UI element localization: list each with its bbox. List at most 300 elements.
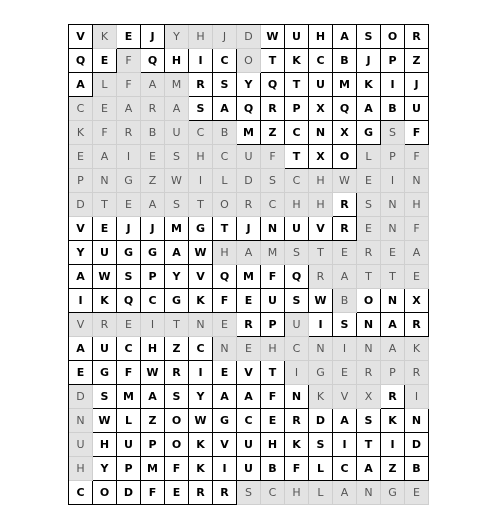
letter-cell[interactable]: C <box>237 409 261 433</box>
letter-cell[interactable]: H <box>285 193 309 217</box>
letter-cell[interactable]: A <box>333 409 357 433</box>
letter-cell[interactable]: N <box>405 169 429 193</box>
letter-cell[interactable]: N <box>213 337 237 361</box>
letter-cell[interactable]: Z <box>381 457 405 481</box>
letter-cell[interactable]: G <box>165 289 189 313</box>
letter-cell[interactable]: E <box>405 481 429 505</box>
letter-cell[interactable]: S <box>261 169 285 193</box>
letter-cell[interactable]: E <box>333 361 357 385</box>
letter-cell[interactable]: O <box>333 145 357 169</box>
letter-cell[interactable]: E <box>117 313 141 337</box>
letter-cell[interactable]: F <box>165 457 189 481</box>
letter-cell[interactable]: N <box>69 409 93 433</box>
letter-cell[interactable]: Q <box>213 265 237 289</box>
letter-cell[interactable]: S <box>333 313 357 337</box>
letter-cell[interactable]: E <box>93 217 117 241</box>
letter-cell[interactable]: W <box>141 361 165 385</box>
letter-cell[interactable]: W <box>93 409 117 433</box>
letter-cell[interactable]: U <box>69 433 93 457</box>
letter-cell[interactable]: F <box>405 121 429 145</box>
letter-cell[interactable]: A <box>213 97 237 121</box>
letter-cell[interactable]: J <box>141 25 165 49</box>
letter-cell[interactable]: J <box>405 73 429 97</box>
letter-cell[interactable]: K <box>285 49 309 73</box>
letter-cell[interactable]: P <box>381 49 405 73</box>
letter-cell[interactable]: Q <box>141 49 165 73</box>
letter-cell[interactable]: C <box>189 337 213 361</box>
letter-cell[interactable]: M <box>237 265 261 289</box>
letter-cell[interactable]: I <box>381 73 405 97</box>
letter-cell[interactable]: W <box>165 169 189 193</box>
letter-cell[interactable]: B <box>333 49 357 73</box>
letter-cell[interactable]: R <box>117 121 141 145</box>
letter-cell[interactable]: E <box>333 241 357 265</box>
letter-cell[interactable]: O <box>381 25 405 49</box>
letter-cell[interactable]: E <box>261 409 285 433</box>
letter-cell[interactable]: M <box>237 121 261 145</box>
letter-cell[interactable]: Q <box>117 289 141 313</box>
letter-cell[interactable]: S <box>165 145 189 169</box>
letter-cell[interactable]: F <box>117 361 141 385</box>
letter-cell[interactable]: E <box>405 265 429 289</box>
letter-cell[interactable]: E <box>357 217 381 241</box>
letter-cell[interactable]: K <box>285 433 309 457</box>
letter-cell[interactable]: Z <box>405 49 429 73</box>
letter-cell[interactable]: A <box>357 457 381 481</box>
letter-cell[interactable]: A <box>405 241 429 265</box>
letter-cell[interactable]: N <box>189 313 213 337</box>
letter-cell[interactable]: I <box>405 385 429 409</box>
letter-cell[interactable]: R <box>333 217 357 241</box>
letter-cell[interactable]: K <box>189 433 213 457</box>
letter-cell[interactable]: I <box>309 313 333 337</box>
letter-cell[interactable]: H <box>309 169 333 193</box>
letter-cell[interactable]: Z <box>165 337 189 361</box>
letter-cell[interactable]: W <box>309 289 333 313</box>
letter-cell[interactable]: U <box>237 145 261 169</box>
letter-cell[interactable]: C <box>117 337 141 361</box>
letter-cell[interactable]: U <box>237 457 261 481</box>
letter-cell[interactable]: S <box>357 25 381 49</box>
letter-cell[interactable]: S <box>285 241 309 265</box>
letter-cell[interactable]: P <box>69 169 93 193</box>
letter-cell[interactable]: H <box>141 337 165 361</box>
letter-cell[interactable]: U <box>117 433 141 457</box>
letter-cell[interactable]: R <box>309 265 333 289</box>
letter-cell[interactable]: P <box>261 313 285 337</box>
letter-cell[interactable]: C <box>189 121 213 145</box>
letter-cell[interactable]: M <box>141 457 165 481</box>
letter-cell[interactable]: Z <box>141 409 165 433</box>
letter-cell[interactable]: P <box>285 97 309 121</box>
letter-cell[interactable]: V <box>69 25 93 49</box>
letter-cell[interactable]: X <box>405 289 429 313</box>
letter-cell[interactable]: R <box>141 97 165 121</box>
letter-cell[interactable]: S <box>213 73 237 97</box>
letter-cell[interactable]: R <box>405 361 429 385</box>
letter-cell[interactable]: K <box>93 25 117 49</box>
letter-cell[interactable]: I <box>117 145 141 169</box>
letter-cell[interactable]: S <box>117 265 141 289</box>
letter-cell[interactable]: T <box>93 193 117 217</box>
letter-cell[interactable]: U <box>261 289 285 313</box>
letter-cell[interactable]: U <box>165 121 189 145</box>
letter-cell[interactable]: K <box>189 457 213 481</box>
letter-cell[interactable]: K <box>69 121 93 145</box>
letter-cell[interactable]: J <box>237 217 261 241</box>
letter-cell[interactable]: J <box>141 217 165 241</box>
letter-cell[interactable]: L <box>357 145 381 169</box>
letter-cell[interactable]: W <box>261 25 285 49</box>
letter-cell[interactable]: M <box>165 73 189 97</box>
letter-cell[interactable]: G <box>141 241 165 265</box>
letter-cell[interactable]: D <box>117 481 141 505</box>
letter-cell[interactable]: E <box>213 313 237 337</box>
letter-cell[interactable]: E <box>93 49 117 73</box>
letter-cell[interactable]: A <box>117 97 141 121</box>
letter-cell[interactable]: E <box>141 145 165 169</box>
letter-cell[interactable]: U <box>285 217 309 241</box>
letter-cell[interactable]: F <box>261 145 285 169</box>
letter-cell[interactable]: R <box>189 481 213 505</box>
letter-cell[interactable]: C <box>261 193 285 217</box>
letter-cell[interactable]: U <box>405 97 429 121</box>
letter-cell[interactable]: C <box>261 481 285 505</box>
letter-cell[interactable]: U <box>237 433 261 457</box>
letter-cell[interactable]: B <box>405 457 429 481</box>
letter-cell[interactable]: H <box>285 481 309 505</box>
letter-cell[interactable]: P <box>381 361 405 385</box>
letter-cell[interactable]: C <box>69 481 93 505</box>
letter-cell[interactable]: N <box>93 169 117 193</box>
letter-cell[interactable]: A <box>333 25 357 49</box>
letter-cell[interactable]: W <box>333 169 357 193</box>
letter-cell[interactable]: H <box>261 337 285 361</box>
letter-cell[interactable]: T <box>357 265 381 289</box>
letter-cell[interactable]: V <box>309 217 333 241</box>
letter-cell[interactable]: B <box>261 457 285 481</box>
letter-cell[interactable]: G <box>309 361 333 385</box>
letter-cell[interactable]: V <box>69 217 93 241</box>
letter-cell[interactable]: R <box>261 97 285 121</box>
letter-cell[interactable]: Q <box>333 97 357 121</box>
letter-cell[interactable]: O <box>213 193 237 217</box>
letter-cell[interactable]: I <box>189 49 213 73</box>
letter-cell[interactable]: N <box>405 409 429 433</box>
letter-cell[interactable]: L <box>93 73 117 97</box>
letter-cell[interactable]: A <box>213 385 237 409</box>
letter-cell[interactable]: O <box>93 481 117 505</box>
letter-cell[interactable]: A <box>165 97 189 121</box>
letter-cell[interactable]: I <box>189 169 213 193</box>
letter-cell[interactable]: N <box>357 337 381 361</box>
letter-cell[interactable]: D <box>309 409 333 433</box>
letter-cell[interactable]: Y <box>189 385 213 409</box>
letter-cell[interactable]: R <box>405 313 429 337</box>
letter-cell[interactable]: L <box>309 457 333 481</box>
letter-cell[interactable]: K <box>189 289 213 313</box>
letter-cell[interactable]: E <box>165 481 189 505</box>
letter-cell[interactable]: T <box>285 73 309 97</box>
letter-cell[interactable]: R <box>381 385 405 409</box>
letter-cell[interactable]: Y <box>93 457 117 481</box>
letter-cell[interactable]: S <box>189 97 213 121</box>
letter-cell[interactable]: T <box>261 49 285 73</box>
letter-cell[interactable]: E <box>237 337 261 361</box>
letter-cell[interactable]: S <box>237 481 261 505</box>
letter-cell[interactable]: A <box>165 241 189 265</box>
letter-cell[interactable]: I <box>285 361 309 385</box>
letter-cell[interactable]: X <box>309 145 333 169</box>
letter-cell[interactable]: A <box>381 337 405 361</box>
letter-cell[interactable]: R <box>357 361 381 385</box>
letter-cell[interactable]: V <box>213 433 237 457</box>
letter-cell[interactable]: D <box>237 25 261 49</box>
letter-cell[interactable]: A <box>141 193 165 217</box>
letter-cell[interactable]: T <box>285 145 309 169</box>
letter-cell[interactable]: O <box>237 49 261 73</box>
letter-cell[interactable]: F <box>117 73 141 97</box>
letter-cell[interactable]: N <box>381 289 405 313</box>
letter-cell[interactable]: A <box>141 385 165 409</box>
letter-cell[interactable]: B <box>381 97 405 121</box>
letter-cell[interactable]: H <box>213 241 237 265</box>
letter-cell[interactable]: J <box>357 49 381 73</box>
letter-cell[interactable]: B <box>213 121 237 145</box>
letter-cell[interactable]: H <box>165 49 189 73</box>
letter-cell[interactable]: G <box>381 481 405 505</box>
letter-cell[interactable]: S <box>309 433 333 457</box>
letter-cell[interactable]: I <box>381 433 405 457</box>
letter-cell[interactable]: Q <box>261 73 285 97</box>
letter-cell[interactable]: K <box>357 73 381 97</box>
letter-cell[interactable]: J <box>213 25 237 49</box>
letter-cell[interactable]: A <box>93 145 117 169</box>
letter-cell[interactable]: A <box>69 73 93 97</box>
letter-cell[interactable]: C <box>69 97 93 121</box>
letter-cell[interactable]: N <box>285 385 309 409</box>
letter-cell[interactable]: N <box>309 337 333 361</box>
letter-cell[interactable]: I <box>189 361 213 385</box>
letter-cell[interactable]: R <box>189 73 213 97</box>
letter-cell[interactable]: A <box>237 385 261 409</box>
letter-cell[interactable]: A <box>69 265 93 289</box>
letter-cell[interactable]: J <box>117 217 141 241</box>
letter-cell[interactable]: U <box>93 241 117 265</box>
letter-cell[interactable]: C <box>141 289 165 313</box>
letter-cell[interactable]: A <box>237 241 261 265</box>
letter-cell[interactable]: N <box>381 217 405 241</box>
letter-cell[interactable]: C <box>285 121 309 145</box>
letter-cell[interactable]: R <box>237 193 261 217</box>
letter-cell[interactable]: I <box>213 457 237 481</box>
letter-cell[interactable]: O <box>165 433 189 457</box>
letter-cell[interactable]: D <box>69 385 93 409</box>
letter-cell[interactable]: O <box>357 289 381 313</box>
letter-cell[interactable]: E <box>117 193 141 217</box>
letter-cell[interactable]: H <box>189 25 213 49</box>
letter-cell[interactable]: M <box>117 385 141 409</box>
letter-cell[interactable]: F <box>117 49 141 73</box>
letter-cell[interactable]: L <box>117 409 141 433</box>
letter-cell[interactable]: Y <box>237 73 261 97</box>
letter-cell[interactable]: B <box>333 289 357 313</box>
letter-cell[interactable]: H <box>69 457 93 481</box>
letter-cell[interactable]: S <box>93 385 117 409</box>
letter-cell[interactable]: I <box>333 337 357 361</box>
letter-cell[interactable]: W <box>189 409 213 433</box>
letter-cell[interactable]: S <box>381 121 405 145</box>
letter-cell[interactable]: N <box>381 193 405 217</box>
letter-cell[interactable]: E <box>117 25 141 49</box>
letter-cell[interactable]: H <box>189 145 213 169</box>
letter-cell[interactable]: K <box>309 385 333 409</box>
letter-cell[interactable]: N <box>357 313 381 337</box>
letter-cell[interactable]: U <box>93 337 117 361</box>
letter-cell[interactable]: T <box>213 217 237 241</box>
letter-cell[interactable]: V <box>69 313 93 337</box>
letter-cell[interactable]: M <box>261 241 285 265</box>
letter-cell[interactable]: E <box>381 241 405 265</box>
letter-cell[interactable]: A <box>333 481 357 505</box>
letter-cell[interactable]: E <box>357 169 381 193</box>
letter-cell[interactable]: A <box>357 97 381 121</box>
letter-cell[interactable]: Y <box>165 265 189 289</box>
letter-cell[interactable]: L <box>309 481 333 505</box>
letter-cell[interactable]: T <box>261 361 285 385</box>
letter-cell[interactable]: E <box>69 361 93 385</box>
letter-cell[interactable]: G <box>357 121 381 145</box>
letter-cell[interactable]: I <box>141 313 165 337</box>
letter-cell[interactable]: Q <box>69 49 93 73</box>
letter-cell[interactable]: S <box>165 193 189 217</box>
letter-cell[interactable]: R <box>357 241 381 265</box>
letter-cell[interactable]: O <box>165 409 189 433</box>
letter-cell[interactable]: P <box>141 433 165 457</box>
letter-cell[interactable]: M <box>165 217 189 241</box>
letter-cell[interactable]: W <box>93 265 117 289</box>
letter-cell[interactable]: Y <box>165 25 189 49</box>
letter-cell[interactable]: F <box>213 289 237 313</box>
letter-cell[interactable]: C <box>213 145 237 169</box>
letter-cell[interactable]: T <box>165 313 189 337</box>
letter-cell[interactable]: U <box>285 313 309 337</box>
letter-cell[interactable]: K <box>381 409 405 433</box>
letter-cell[interactable]: E <box>213 361 237 385</box>
letter-cell[interactable]: R <box>405 25 429 49</box>
letter-cell[interactable]: C <box>213 49 237 73</box>
letter-cell[interactable]: S <box>285 289 309 313</box>
letter-cell[interactable]: Q <box>285 265 309 289</box>
letter-cell[interactable]: T <box>357 433 381 457</box>
letter-cell[interactable]: N <box>309 121 333 145</box>
letter-cell[interactable]: K <box>93 289 117 313</box>
letter-cell[interactable]: Q <box>237 97 261 121</box>
letter-cell[interactable]: E <box>237 289 261 313</box>
letter-cell[interactable]: P <box>117 457 141 481</box>
letter-cell[interactable]: S <box>357 193 381 217</box>
letter-cell[interactable]: R <box>237 313 261 337</box>
letter-cell[interactable]: C <box>333 457 357 481</box>
letter-cell[interactable]: G <box>93 361 117 385</box>
letter-cell[interactable]: H <box>93 433 117 457</box>
letter-cell[interactable]: G <box>213 409 237 433</box>
letter-cell[interactable]: V <box>189 265 213 289</box>
letter-cell[interactable]: Z <box>141 169 165 193</box>
letter-cell[interactable]: G <box>117 169 141 193</box>
letter-cell[interactable]: X <box>333 121 357 145</box>
letter-cell[interactable]: D <box>237 169 261 193</box>
letter-cell[interactable]: E <box>69 145 93 169</box>
letter-cell[interactable]: F <box>141 481 165 505</box>
letter-cell[interactable]: H <box>309 193 333 217</box>
letter-cell[interactable]: C <box>285 337 309 361</box>
letter-cell[interactable]: H <box>309 25 333 49</box>
letter-cell[interactable]: B <box>141 121 165 145</box>
letter-cell[interactable]: U <box>285 25 309 49</box>
letter-cell[interactable]: C <box>309 49 333 73</box>
letter-cell[interactable]: F <box>405 217 429 241</box>
letter-cell[interactable]: T <box>309 241 333 265</box>
letter-cell[interactable]: V <box>333 385 357 409</box>
letter-cell[interactable]: R <box>165 361 189 385</box>
letter-cell[interactable]: G <box>189 217 213 241</box>
letter-cell[interactable]: H <box>261 433 285 457</box>
letter-cell[interactable]: C <box>285 169 309 193</box>
letter-cell[interactable]: R <box>93 313 117 337</box>
letter-cell[interactable]: I <box>333 433 357 457</box>
letter-cell[interactable]: M <box>333 73 357 97</box>
letter-cell[interactable]: I <box>69 289 93 313</box>
letter-cell[interactable]: T <box>381 265 405 289</box>
letter-cell[interactable]: X <box>309 97 333 121</box>
letter-cell[interactable]: N <box>357 481 381 505</box>
letter-cell[interactable]: W <box>189 241 213 265</box>
letter-cell[interactable]: F <box>405 145 429 169</box>
letter-cell[interactable]: I <box>381 169 405 193</box>
letter-cell[interactable]: H <box>405 193 429 217</box>
letter-cell[interactable]: Y <box>69 241 93 265</box>
letter-cell[interactable]: A <box>141 73 165 97</box>
letter-cell[interactable]: F <box>93 121 117 145</box>
letter-cell[interactable]: D <box>69 193 93 217</box>
letter-cell[interactable]: R <box>333 193 357 217</box>
letter-cell[interactable]: S <box>165 385 189 409</box>
letter-cell[interactable]: N <box>261 217 285 241</box>
letter-cell[interactable]: P <box>381 145 405 169</box>
letter-cell[interactable]: F <box>285 457 309 481</box>
letter-cell[interactable]: G <box>117 241 141 265</box>
letter-cell[interactable]: A <box>333 265 357 289</box>
letter-cell[interactable]: A <box>69 337 93 361</box>
letter-cell[interactable]: D <box>405 433 429 457</box>
letter-cell[interactable]: F <box>261 265 285 289</box>
letter-cell[interactable]: P <box>141 265 165 289</box>
letter-cell[interactable]: V <box>237 361 261 385</box>
letter-cell[interactable]: Z <box>261 121 285 145</box>
letter-cell[interactable]: U <box>309 73 333 97</box>
letter-cell[interactable]: T <box>189 193 213 217</box>
letter-cell[interactable]: S <box>357 409 381 433</box>
letter-cell[interactable]: X <box>357 385 381 409</box>
letter-cell[interactable]: E <box>93 97 117 121</box>
letter-cell[interactable]: K <box>405 337 429 361</box>
letter-cell[interactable]: F <box>261 385 285 409</box>
letter-cell[interactable]: A <box>381 313 405 337</box>
letter-cell[interactable]: L <box>213 169 237 193</box>
letter-cell[interactable]: R <box>285 409 309 433</box>
letter-cell[interactable]: R <box>213 481 237 505</box>
